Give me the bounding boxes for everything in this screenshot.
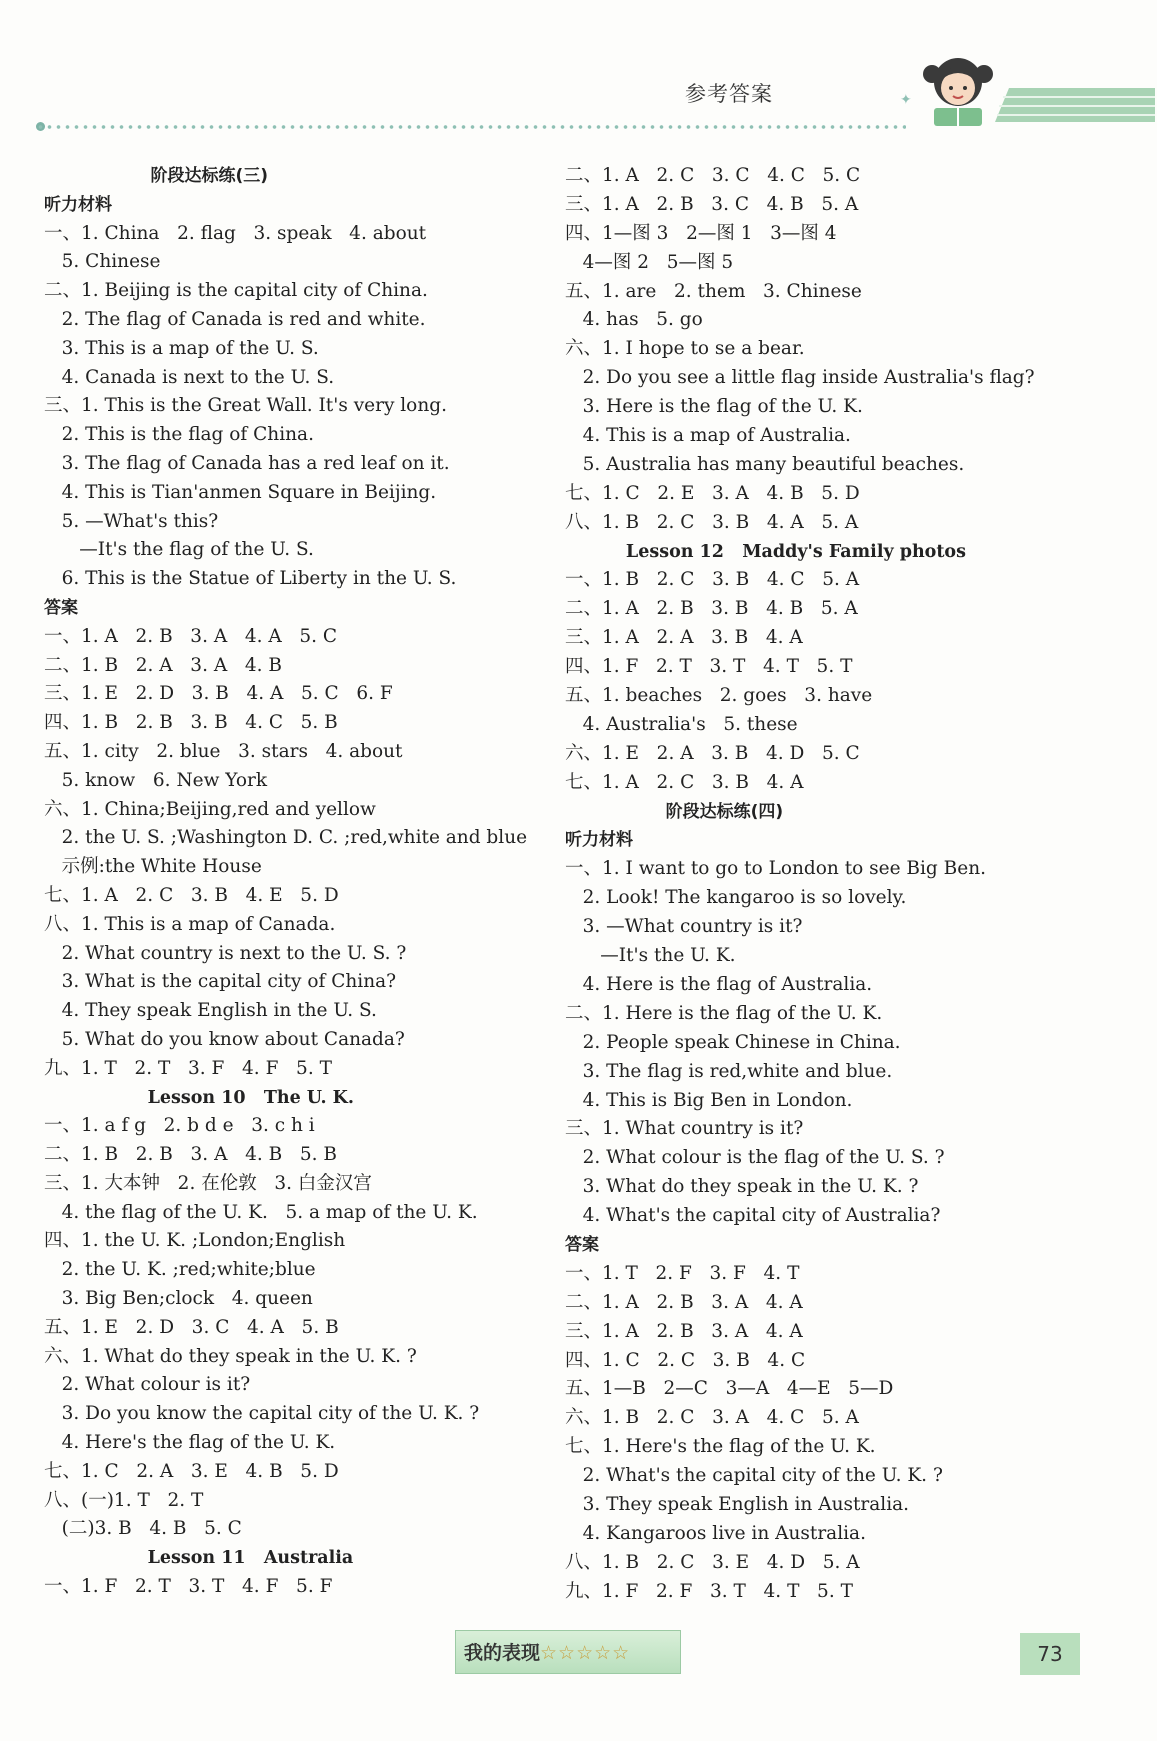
answer-line: 三、1. This is the Great Wall. It's very long.: [44, 395, 447, 417]
answer-line: 4. has 5. go: [565, 309, 703, 331]
answer-line: 五、1—B 2—C 3—A 4—E 5—D: [565, 1378, 894, 1400]
answer-line: 3. They speak English in Australia.: [565, 1493, 910, 1515]
answer-line: 一、1. T 2. F 3. F 4. T: [565, 1262, 800, 1284]
answer-line: 六、1. E 2. A 3. B 4. D 5. C: [565, 742, 860, 764]
answer-line: 四、1. the U. K. ;London;English: [44, 1230, 346, 1252]
answer-line: 五、1. E 2. D 3. C 4. A 5. B: [44, 1316, 339, 1338]
lesson-heading: Lesson 11 Australia: [44, 1548, 354, 1569]
answer-line: 2. What's the capital city of the U. K. ?: [565, 1465, 943, 1487]
reading-girl-icon: [918, 52, 998, 130]
answer-line: 一、1. F 2. T 3. T 4. F 5. F: [44, 1576, 333, 1598]
answer-line: 5. Chinese: [44, 251, 161, 273]
answer-line: 一、1. B 2. C 3. B 4. C 5. A: [565, 569, 860, 591]
answer-line: 2. Do you see a little flag inside Australia's flag?: [565, 367, 1035, 389]
answer-line: 六、1. What do they speak in the U. K. ?: [44, 1345, 417, 1367]
header-stripes-decoration: [995, 88, 1155, 122]
answer-line: 4—图 2 5—图 5: [565, 251, 734, 273]
answer-line: (二)3. B 4. B 5. C: [44, 1518, 242, 1540]
answer-line: 5. What do you know about Canada?: [44, 1028, 405, 1050]
answer-line: 2. The flag of Canada is red and white.: [44, 308, 426, 330]
answer-line: 三、1. A 2. B 3. A 4. A: [565, 1320, 803, 1342]
answer-line: 4. Here is the flag of Australia.: [565, 973, 873, 995]
answer-line: 三、1. E 2. D 3. B 4. A 5. C 6. F: [44, 683, 393, 705]
answer-line: 一、1. I want to go to London to see Big Ben.: [565, 858, 986, 880]
sparkle-icon: ✦: [900, 92, 912, 108]
answer-line: 4. Here's the flag of the U. K.: [44, 1432, 336, 1454]
answer-line: 5. know 6. New York: [44, 769, 268, 791]
section-heading: 答案: [565, 1234, 599, 1255]
answer-line: 4. Canada is next to the U. S.: [44, 366, 335, 388]
answer-line: 四、1. F 2. T 3. T 4. T 5. T: [565, 656, 853, 678]
answer-line: 2. the U. S. ;Washington D. C. ;red,white and blue: [44, 827, 528, 849]
answer-line: 3. What do they speak in the U. K. ?: [565, 1176, 919, 1198]
answer-line: 三、1. 大本钟 2. 在伦敦 3. 白金汉宫: [44, 1172, 372, 1194]
section-heading: 听力材料: [565, 830, 633, 851]
performance-rating-box: [455, 1630, 681, 1674]
answer-line: 一、1. A 2. B 3. A 4. A 5. C: [44, 625, 338, 647]
answer-line: 4. Kangaroos live in Australia.: [565, 1522, 866, 1544]
answer-line: 八、(一)1. T 2. T: [44, 1489, 204, 1511]
lesson-heading: Lesson 10 The U. K.: [44, 1087, 354, 1108]
answer-line: 一、1. a f g 2. b d e 3. c h i: [44, 1115, 315, 1137]
answer-line: 4. This is a map of Australia.: [565, 425, 851, 447]
answer-line: 3. The flag of Canada has a red leaf on it.: [44, 452, 450, 474]
section-title: 阶段达标练(四): [565, 801, 784, 822]
answer-line: 七、1. A 2. C 3. B 4. E 5. D: [44, 884, 339, 906]
answer-line: 2. Look! The kangaroo is so lovely.: [565, 887, 907, 909]
answer-line: 九、1. T 2. T 3. F 4. F 5. T: [44, 1057, 332, 1079]
answer-line: 2. What colour is the flag of the U. S. ?: [565, 1147, 945, 1169]
answer-line: 四、1. C 2. C 3. B 4. C: [565, 1349, 806, 1371]
answer-line: 4. the flag of the U. K. 5. a map of the U. K.: [44, 1201, 478, 1223]
answer-line: 三、1. A 2. B 3. C 4. B 5. A: [565, 193, 859, 215]
answer-line: 3. This is a map of the U. S.: [44, 337, 319, 359]
answer-line: 二、1. A 2. C 3. C 4. C 5. C: [565, 165, 861, 186]
dotted-divider: [36, 124, 906, 130]
answer-line: 3. —What country is it?: [565, 916, 803, 938]
answer-line: 5. Australia has many beautiful beaches.: [565, 453, 965, 475]
answer-line: 一、1. China 2. flag 3. speak 4. about: [44, 222, 427, 244]
section-title: 阶段达标练(三): [44, 166, 269, 186]
answer-line: 七、1. A 2. C 3. B 4. A: [565, 771, 804, 793]
answer-line: 七、1. C 2. E 3. A 4. B 5. D: [565, 482, 860, 504]
answer-line: 3. Big Ben;clock 4. queen: [44, 1288, 313, 1310]
answer-line: 4. They speak English in the U. S.: [44, 1000, 377, 1022]
answer-line: 2. What colour is it?: [44, 1374, 251, 1396]
answer-line: 2. People speak Chinese in China.: [565, 1031, 901, 1053]
answer-line: 5. —What's this?: [44, 510, 219, 532]
answer-line: —It's the flag of the U. S.: [44, 539, 314, 561]
answer-line: 七、1. C 2. A 3. E 4. B 5. D: [44, 1460, 339, 1482]
answer-line: 六、1. I hope to se a bear.: [565, 338, 805, 360]
answer-line: 五、1. city 2. blue 3. stars 4. about: [44, 740, 403, 762]
answer-line: 二、1. B 2. B 3. A 4. B 5. B: [44, 1144, 337, 1166]
answer-line: 4. This is Tian'anmen Square in Beijing.: [44, 481, 437, 503]
section-heading: 听力材料: [44, 194, 112, 215]
answer-line: 2. What country is next to the U. S. ?: [44, 942, 407, 964]
answer-line: 3. The flag is red,white and blue.: [565, 1060, 893, 1082]
answer-line: 二、1. A 2. B 3. A 4. A: [565, 1291, 803, 1313]
lesson-heading: Lesson 12 Maddy's Family photos: [565, 541, 966, 562]
answer-line: 八、1. B 2. C 3. E 4. D 5. A: [565, 1551, 860, 1573]
answer-line: 四、1—图 3 2—图 1 3—图 4: [565, 222, 837, 244]
page-number: 73: [1020, 1633, 1080, 1675]
answer-line: 3. Here is the flag of the U. K.: [565, 396, 863, 418]
answer-line: 示例:the White House: [44, 856, 262, 878]
answer-line: 八、1. This is a map of Canada.: [44, 913, 336, 935]
performance-label: 我的表现: [464, 1642, 541, 1664]
answer-line: —It's the U. K.: [565, 945, 736, 967]
answer-line: 4. What's the capital city of Australia?: [565, 1205, 941, 1227]
answer-line: 三、1. A 2. A 3. B 4. A: [565, 627, 803, 649]
answer-line: 四、1. B 2. B 3. B 4. C 5. B: [44, 712, 338, 734]
answer-line: 八、1. B 2. C 3. B 4. A 5. A: [565, 511, 859, 533]
answer-line: 4. Australia's 5. these: [565, 713, 798, 735]
answer-line: 6. This is the Statue of Liberty in the U. S.: [44, 568, 457, 590]
answer-line: 九、1. F 2. F 3. T 4. T 5. T: [565, 1580, 853, 1602]
answer-line: 4. This is Big Ben in London.: [565, 1089, 853, 1111]
rating-stars-icon: ☆☆☆☆☆: [540, 1642, 631, 1664]
answer-line: 二、1. Here is the flag of the U. K.: [565, 1002, 883, 1024]
answer-line: 五、1. are 2. them 3. Chinese: [565, 280, 862, 302]
section-heading: 答案: [44, 597, 78, 618]
answer-column-left: [44, 162, 564, 1602]
answer-line: 三、1. What country is it?: [565, 1118, 804, 1140]
answer-line: 五、1. beaches 2. goes 3. have: [565, 685, 873, 707]
answer-line: 二、1. B 2. A 3. A 4. B: [44, 654, 282, 676]
answer-line: 六、1. B 2. C 3. A 4. C 5. A: [565, 1407, 859, 1429]
answer-column-right: [565, 162, 1125, 1607]
answer-line: 六、1. China;Beijing,red and yellow: [44, 798, 376, 820]
answer-line: 2. the U. K. ;red;white;blue: [44, 1259, 316, 1281]
page-header-title: 参考答案: [685, 82, 773, 106]
answer-line: 二、1. A 2. B 3. B 4. B 5. A: [565, 598, 858, 620]
answer-line: 七、1. Here's the flag of the U. K.: [565, 1436, 876, 1458]
answer-line: 3. What is the capital city of China?: [44, 971, 397, 993]
answer-line: 2. This is the flag of China.: [44, 424, 314, 446]
answer-line: 3. Do you know the capital city of the U. K. ?: [44, 1403, 480, 1425]
answer-line: 二、1. Beijing is the capital city of China.: [44, 280, 428, 302]
